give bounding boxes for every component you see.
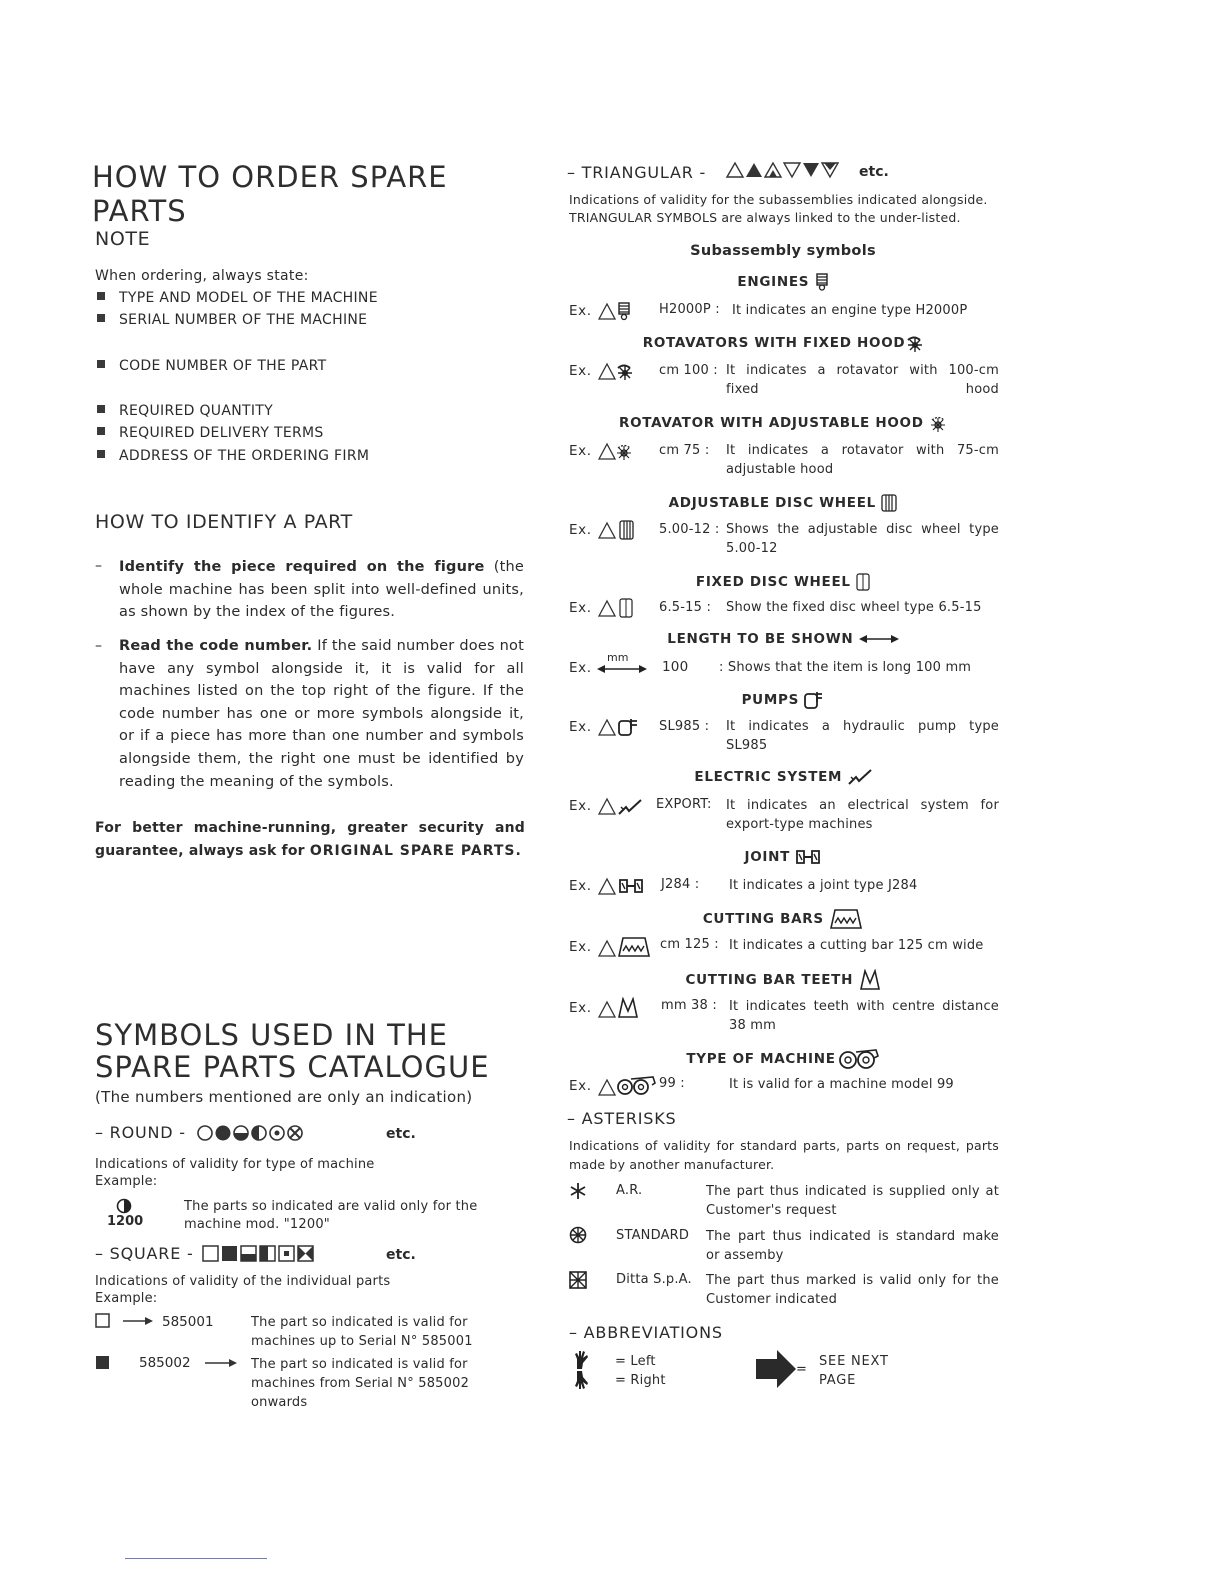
cutting-bars-desc: It indicates a cutting bar 125 cm wide xyxy=(729,938,984,953)
joint-code: J284 : xyxy=(661,877,700,892)
electric-system-icon xyxy=(848,769,872,785)
machine-type-heading: TYPE OF MACHINE xyxy=(567,1048,999,1070)
length-unit: mm xyxy=(607,651,629,664)
fixed-disc-wheel-icon xyxy=(856,572,870,592)
engines-code: H2000P : xyxy=(659,302,720,317)
triangle-adjustable-hood-icon xyxy=(597,441,637,461)
triangle-fixed-wheel-icon xyxy=(597,598,637,618)
teeth-desc: It indicates teeth with centre distance 38 mm xyxy=(729,999,999,1033)
see-next-line-2: PAGE xyxy=(819,1373,857,1388)
square-example-label: Example: xyxy=(95,1291,158,1306)
joint-heading: JOINT xyxy=(567,849,999,865)
triangle-pump-icon xyxy=(597,717,641,737)
pump-icon xyxy=(804,690,824,710)
adjustable-hood-desc: It indicates a rotavator with 75-cm adjustable hood xyxy=(726,443,999,477)
round-desc: Indications of validity for type of machine xyxy=(95,1157,375,1172)
ex-label: Ex. xyxy=(569,520,637,540)
machine-type-desc: It is valid for a machine model 99 xyxy=(729,1077,954,1092)
symbols-subtitle: (The numbers mentioned are only an indication) xyxy=(95,1088,473,1106)
length-heading: LENGTH TO BE SHOWN xyxy=(567,631,999,647)
double-arrow-icon xyxy=(859,634,899,644)
bullet-icon xyxy=(97,450,105,458)
square-etc: etc. xyxy=(386,1247,416,1263)
ar-label: A.R. xyxy=(616,1183,643,1198)
ex-label: Ex. xyxy=(569,301,637,321)
advice-paragraph: For better machine-running, greater security and guarantee, always ask for ORIGINAL SPARE PARTS. xyxy=(95,820,525,859)
square-example-1-text: The part so indicated is valid for machines up to Serial N° 585001 xyxy=(251,1315,473,1349)
cutting-bars-heading: CUTTING BARS xyxy=(567,908,999,930)
right-hand-icon xyxy=(573,1370,589,1390)
square-example-1-number: 585001 xyxy=(162,1314,214,1330)
electric-desc: It indicates an electrical system for export-type machines xyxy=(726,798,999,832)
abbr-left: = Left xyxy=(615,1354,656,1369)
triangle-cutting-bar-icon xyxy=(597,936,653,958)
page-title: HOW TO ORDER SPARE PARTS xyxy=(92,160,448,228)
round-example-number: 1200 xyxy=(107,1214,144,1229)
abbreviations-heading: – ABBREVIATIONS xyxy=(569,1323,723,1342)
triangle-fixed-hood-icon xyxy=(597,361,637,381)
dash-mark: – xyxy=(95,638,103,654)
pumps-desc: It indicates a hydraulic pump type SL985 xyxy=(726,719,999,753)
note-heading: NOTE xyxy=(95,228,151,250)
adjustable-hood-rotavator-icon xyxy=(929,414,947,432)
adjustable-hood-heading: ROTAVATOR WITH ADJUSTABLE HOOD xyxy=(567,414,999,432)
identify-paragraph-1: Identify the piece required on the figure (the whole machine has been split into well-defined units, as shown by the index of the figures. xyxy=(119,559,524,621)
asterisks-heading: – ASTERISKS xyxy=(567,1109,677,1128)
standard-wheel-icon xyxy=(569,1226,587,1244)
cutting-teeth-icon xyxy=(859,969,881,991)
arrow-right-icon xyxy=(203,1356,239,1370)
pumps-code: SL985 : xyxy=(659,719,710,734)
order-item: REQUIRED DELIVERY TERMS xyxy=(97,425,324,441)
square-label: – SQUARE - xyxy=(95,1244,194,1263)
adjustable-wheel-code: 5.00-12 : xyxy=(659,522,720,537)
square-example-2-text: The part so indicated is valid for machines from Serial N° 585002 onwards xyxy=(251,1357,470,1410)
see-next-equals: = xyxy=(796,1362,808,1377)
round-example-text: The parts so indicated are valid only for the machine mod. "1200" xyxy=(184,1199,478,1232)
ditta-desc: The part thus marked is valid only for the Customer indicated xyxy=(706,1273,999,1307)
round-example-label: Example: xyxy=(95,1174,158,1189)
joint-desc: It indicates a joint type J284 xyxy=(729,878,918,893)
asterisk-icon xyxy=(569,1182,587,1200)
order-item: TYPE AND MODEL OF THE MACHINE xyxy=(97,290,378,306)
length-code: 100 xyxy=(662,659,689,675)
round-etc: etc. xyxy=(386,1126,416,1142)
triangle-adjustable-wheel-icon xyxy=(597,520,637,540)
fixed-wheel-desc: Show the fixed disc wheel type 6.5-15 xyxy=(726,600,982,615)
electric-code: EXPORT: xyxy=(656,797,712,812)
ar-desc: The part thus indicated is supplied only at Customer's request xyxy=(706,1184,999,1218)
note-intro: When ordering, always state: xyxy=(95,268,309,284)
length-desc: : Shows that the item is long 100 mm xyxy=(719,660,972,675)
machine-type-code: 99 : xyxy=(659,1076,685,1091)
asterisks-desc: Indications of validity for standard parts, parts on request, parts made by another manufacturer. xyxy=(569,1138,999,1172)
ex-label: Ex. xyxy=(569,361,637,381)
adjustable-disc-wheel-icon xyxy=(881,493,897,513)
order-item: CODE NUMBER OF THE PART xyxy=(97,358,326,374)
fixed-hood-code: cm 100 : xyxy=(659,363,718,378)
fixed-wheel-heading: FIXED DISC WHEEL xyxy=(567,572,999,592)
engine-icon xyxy=(815,273,829,291)
adjustable-wheel-heading: ADJUSTABLE DISC WHEEL xyxy=(567,493,999,513)
cutting-bars-code: cm 125 : xyxy=(660,937,719,952)
see-next-line-1: SEE NEXT xyxy=(819,1354,889,1369)
filled-square-icon xyxy=(95,1355,111,1371)
bullet-icon xyxy=(97,360,105,368)
subassembly-heading: Subassembly symbols xyxy=(690,243,876,259)
round-symbols-icon xyxy=(196,1124,308,1142)
fixed-wheel-code: 6.5-15 : xyxy=(659,600,712,615)
bullet-icon xyxy=(97,405,105,413)
left-hand-icon xyxy=(573,1350,589,1370)
symbols-title-line-1: SYMBOLS USED IN THE xyxy=(95,1018,448,1052)
pumps-heading: PUMPS xyxy=(567,690,999,710)
teeth-code: mm 38 : xyxy=(661,998,717,1013)
empty-square-arrow-icon xyxy=(95,1313,155,1329)
joint-icon xyxy=(795,849,821,865)
abbr-right: = Right xyxy=(615,1373,666,1388)
bullet-icon xyxy=(97,292,105,300)
engines-heading: ENGINES xyxy=(567,273,999,291)
ex-label: Ex. xyxy=(569,876,647,896)
round-label: – ROUND - xyxy=(95,1123,186,1142)
identify-paragraph-2: Read the code number. If the said number does not have any symbol alongside it, it is valid for all machines listed on the top right of the figure. If the code number has one or more symbols alongside it, or if a piece has more than one number and symbols alongside them, the right one must be identified by reading the meaning of the symbols. xyxy=(119,638,524,790)
square-example-2-number: 585002 xyxy=(139,1355,191,1371)
ex-label: Ex. xyxy=(569,717,641,737)
standard-label: STANDARD xyxy=(616,1228,690,1243)
fixed-hood-desc-line: It indicates a rotavator with 100-cm fixed hood xyxy=(726,363,999,397)
order-item: SERIAL NUMBER OF THE MACHINE xyxy=(97,312,367,328)
ex-label: Ex. xyxy=(569,1075,659,1097)
triangular-symbols-icon xyxy=(725,161,839,179)
triangle-machine-type-icon xyxy=(597,1075,659,1097)
symbols-title-line-2: SPARE PARTS CATALOGUE xyxy=(95,1050,490,1084)
fixed-hood-rotavator-icon xyxy=(905,334,923,352)
order-item: ADDRESS OF THE ORDERING FIRM xyxy=(97,448,369,464)
standard-desc: The part thus indicated is standard make or assemby xyxy=(706,1229,999,1263)
identify-heading: HOW TO IDENTIFY A PART xyxy=(95,511,353,533)
triangular-etc: etc. xyxy=(859,164,889,180)
engines-desc: It indicates an engine type H2000P xyxy=(732,303,968,318)
ex-label: Ex. xyxy=(569,796,643,816)
fixed-hood-heading: ROTAVATORS WITH FIXED HOOD xyxy=(567,334,999,352)
adjustable-hood-code: cm 75 : xyxy=(659,443,710,458)
ex-label: Ex. xyxy=(569,660,592,676)
dash-mark: – xyxy=(95,558,103,574)
ex-label: Ex. xyxy=(569,441,637,461)
half-circle-icon xyxy=(116,1198,132,1214)
length-double-arrow-icon xyxy=(597,664,647,674)
triangle-electric-icon xyxy=(597,796,643,816)
square-symbols-icon xyxy=(202,1245,326,1263)
bullet-icon xyxy=(97,314,105,322)
ex-label: Ex. xyxy=(569,936,653,958)
adjustable-wheel-desc: Shows the adjustable disc wheel type 5.00-12 xyxy=(726,522,999,556)
square-desc: Indications of validity of the individual parts xyxy=(95,1274,391,1289)
triangular-label: – TRIANGULAR - xyxy=(567,163,707,182)
cutting-bar-icon xyxy=(829,908,863,930)
ex-label: Ex. xyxy=(569,997,643,1019)
ditta-label: Ditta S.p.A. xyxy=(616,1272,692,1287)
electric-heading: ELECTRIC SYSTEM xyxy=(567,769,999,785)
see-next-page-arrow-icon[interactable] xyxy=(755,1349,797,1389)
teeth-heading: CUTTING BAR TEETH xyxy=(567,969,999,991)
machine-type-icon xyxy=(836,1048,880,1070)
triangle-joint-icon xyxy=(597,876,647,896)
order-item: REQUIRED QUANTITY xyxy=(97,403,273,419)
triangular-desc-1: Indications of validity for the subassemblies indicated alongside. xyxy=(569,192,988,207)
triangular-desc-2: TRIANGULAR SYMBOLS are always linked to the under-listed. xyxy=(569,210,961,225)
ditta-box-icon xyxy=(569,1271,587,1289)
bullet-icon xyxy=(97,427,105,435)
triangle-engine-icon xyxy=(597,301,637,321)
footer-rule xyxy=(125,1558,267,1559)
ex-label: Ex. xyxy=(569,598,637,618)
triangle-teeth-icon xyxy=(597,997,643,1019)
